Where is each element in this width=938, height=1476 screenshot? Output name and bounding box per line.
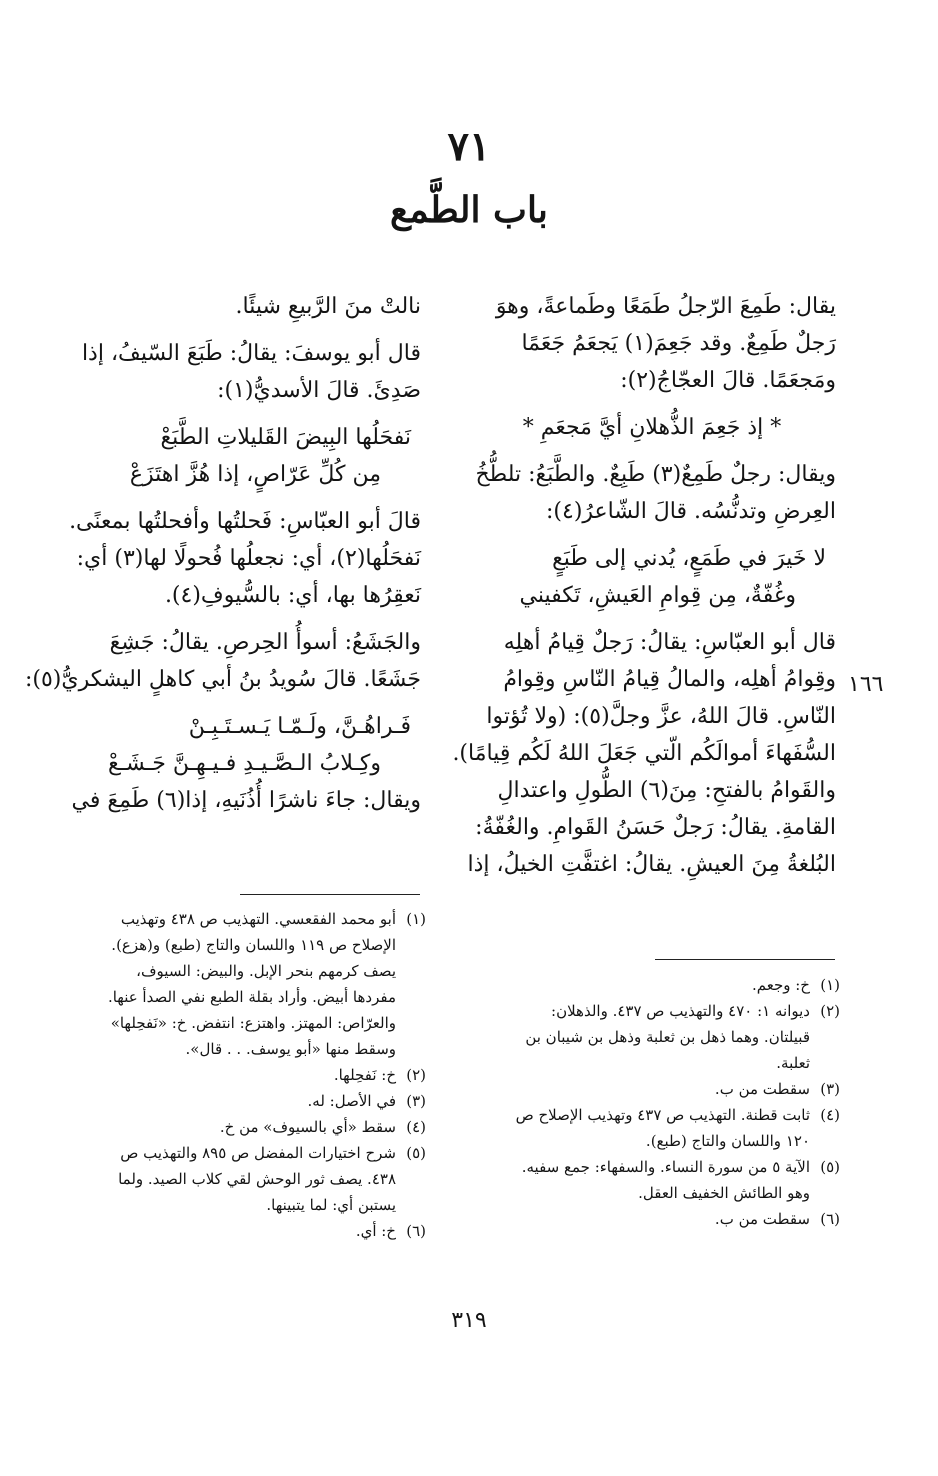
text-line: نالتْ منَ الرَّبيعِ شيئًا. [235,294,421,319]
text-line: السُّفَهاءَ أموالَكُم الّتي جَعَلَ اللهُ لَكُم قِيامًا). [452,741,836,766]
text-line: ويقال: رجلٌ طَمِعٌ(٣) طَبِعٌ. والطَّبَعُ: تلطُّخُ [475,462,836,487]
verse-line: مِن كُلِّ عَرّاصٍ، إذا هُزَّ اهتَزَعْ [129,462,381,487]
footnote [24,1062,426,1088]
footnote-number: (٦) [406,1222,426,1240]
footnote-text: سقطت من ب. [714,1210,810,1228]
footnote-divider-left [240,894,420,895]
page-number: ٣١٩ [451,1308,487,1333]
footnote-text: سقط «أي بالسيوف» من خ. [219,1118,396,1136]
chapter-title: باب الطَّمع [390,189,548,231]
footnote [448,972,840,998]
text-line: قال أبو العبّاسِ: يقالُ: رَجلٌ قِيامُ أهلِه [503,630,836,655]
paragraph-gap [468,530,836,540]
footnote [448,1076,840,1102]
text-line: البُلغةُ مِنَ العيشِ. يقالُ: اغتفَّتِ الخيلُ، إذا [467,852,836,877]
footnotes-left [24,906,426,1244]
footnote-text: خ: أي. [355,1222,396,1240]
text-line: ومَجعَمًا. قالَ العجّاجُ(٢): [620,368,836,393]
text-line: العِرضِ وتدنُّسُه. قالَ الشّاعرُ(٤): [545,499,836,524]
text-line: القامةِ. يقالُ: رَجلٌ حَسَنُ القَوامِ. والغُفّةُ: [475,815,836,840]
text-line: ويقال: جاءَ ناشرًا أُذُنَيهِ، إذا(٦) طَمِعَ في [71,788,421,813]
footnote-number: (١) [820,976,840,994]
footnote [24,1114,426,1140]
text-line: وقِوامُ أهلِه، والمالُ قِيامُ النّاسِ وقِوامُ [503,667,836,692]
footnote-number: (٣) [820,1080,840,1098]
left-column-text [24,288,421,819]
footnote-number: (٥) [820,1158,840,1176]
paragraph-gap [28,325,421,335]
footnote-text: الآية ٥ من سورة النساء. والسفهاء: جمع سفيه. وهو الطائش الخفيف العقل. [521,1158,810,1202]
text-line: يقال: طَمِعَ الرّجلُ طَمَعًا وطَماعةً، وهوَ [495,294,836,319]
footnote [24,906,426,1062]
footnote-text: خ: نَفحِلها. [333,1066,396,1084]
section-number: ١٦٦ [848,672,884,697]
text-line: نَعقِرُها بها، أي: بالسُّيوفِ(٤). [164,583,421,608]
footnote-number: (٢) [406,1066,426,1084]
footnote-number: (٥) [406,1144,426,1162]
footnote-text: أبو محمد الفقعسي. التهذيب ص ٤٣٨ وتهذيب الإصلاح ص ١١٩ واللسان والتاج (طبع) و(هزع). يصف كرمهم بنحر الإبل. والبيض: السيوف، مفردها أبيض. وأراد بقلة الطبع نفي الصدأ عنها. والعرّاص: المهتز. واهتزع: انتفض. خ: «نَفحِلها» وسقط منها «أبو يوسف. . . قال». [107,910,396,1058]
footnote [448,1102,840,1154]
right-column-text [452,288,836,883]
paragraph-gap [468,399,836,409]
footnote-text: ثابت قطنة. التهذيب ص ٤٣٧ وتهذيب الإصلاح ص ١٢٠ واللسان والتاج (طبع). [515,1106,810,1150]
paragraph-gap [28,493,421,503]
text-line: جَشَعًا. قالَ سُويدُ بنُ أبي كاهلٍ اليشكريُّ(٥): [24,667,421,692]
paragraph-gap [468,446,836,456]
text-line: والجَشَعُ: أسوأُ الحِرصِ. يقالُ: جَشِعَ [109,630,421,655]
footnote-number: (٣) [406,1092,426,1110]
footnote-text: سقطت من ب. [714,1080,810,1098]
footnote-text: في الأصل: له. [307,1092,396,1110]
footnote-number: (١) [406,910,426,928]
footnote [448,1154,840,1206]
footnote-number: (٢) [820,1002,840,1020]
verse-line: وكِـلابُ الـصَّـيـدِ فـيـهِـنَّ جَـشَـعْ [108,751,381,776]
paragraph-gap [28,698,421,708]
paragraph-gap [468,614,836,624]
verse-line: وغُفّةٌ، مِن قِوامِ العَيشِ، تَكفيني [519,583,796,608]
text-line: قال أبو يوسفَ: يقالُ: طَبَعَ السّيفُ، إذا [81,341,421,366]
chapter-number: ٧١ [447,123,491,170]
verse-line: فَـراهُـنَّ، ولَـمّـا يَـسـتَـبِـنْ [188,714,411,739]
footnotes-right [448,972,840,1232]
footnote-text: شرح اختيارات المفضل ص ٨٩٥ والتهذيب ص ٤٣٨. يصف ثور الوحش لقي كلاب الصيد. ولما يستبن أي: لما يتبينها. [118,1144,396,1214]
footnote [448,1206,840,1232]
paragraph-gap [28,409,421,419]
text-line: رَجلٌ طَمِعٌ. وقد جَعِمَ(١) يَجعَمُ جَعَمًا [521,331,836,356]
footnote-text: ديوانه ١: ٤٧٠ والتهذيب ص ٤٣٧. والذهلان: قبيلتان. وهما ذهل بن ثعلبة وذهل بن شيبان بن ثعلبة. [525,1002,810,1072]
footnote-divider-right [655,959,835,960]
text-line: نَفحَلُها(٢)، أي: نجعلُها فُحولًا لها(٣) أي: [76,546,421,571]
footnote [24,1088,426,1114]
text-line: والقَوامُ بالفتحِ: مِنَ(٦) الطُّولِ واعتدالِ [497,778,836,803]
footnote [24,1218,426,1244]
footnote [448,998,840,1076]
verse-line: نَفحَلُها البِيضَ القَليلاتِ الطَّبَعْ [160,425,411,450]
footnote [24,1140,426,1218]
footnote-number: (٤) [406,1118,426,1136]
footnote-number: (٤) [820,1106,840,1124]
footnote-text: خ: وجعم. [751,976,810,994]
footnote-number: (٦) [820,1210,840,1228]
text-line: صَدِئَ. قالَ الأسديُّ(١): [217,378,421,403]
text-line: النّاسِ. قالَ اللهُ، عزَّ وجلَّ(٥): (ولا تُؤتوا [486,704,836,729]
paragraph-gap [28,614,421,624]
text-line: * إذ جَعِمَ الذُّهلانِ أيَّ مَجعَمِ * [522,415,782,440]
text-line: قالَ أبو العبّاسِ: فَحلتُها وأفحلتُها بمعنًى. [69,509,421,534]
verse-line: لا خَيرَ في طَمَعٍ، يُدني إلى طَبَعٍ [552,546,826,571]
